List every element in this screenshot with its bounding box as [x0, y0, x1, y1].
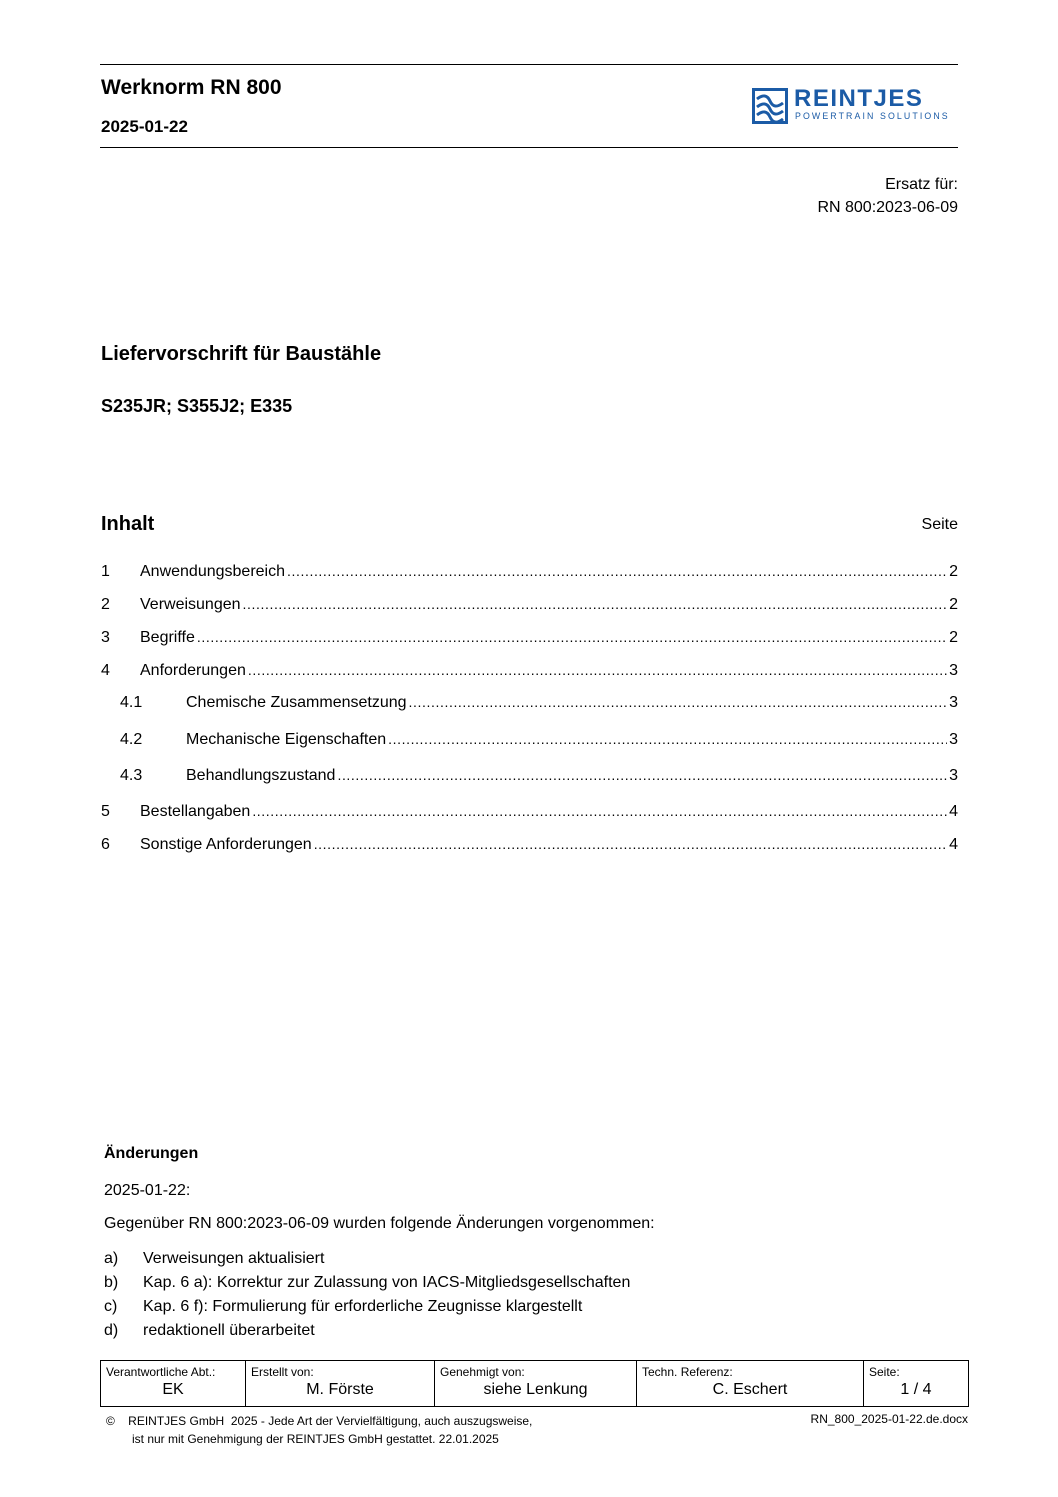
- footer-cell-author: [246, 1361, 435, 1407]
- toc-entry-number: 1: [101, 563, 110, 580]
- footer-cell-page: [864, 1361, 969, 1407]
- toc-entry-number: 2: [101, 596, 110, 613]
- toc-entry-line: [140, 629, 958, 647]
- company-logo: [752, 85, 958, 124]
- toc-entry-number: 4.2: [120, 731, 143, 748]
- norm-date: 2025-01-22: [101, 117, 188, 136]
- document-filename: RN_800_2025-01-22.de.docx: [810, 1412, 968, 1426]
- change-item-text: Kap. 6 a): Korrektur zur Zulassung von IACS-Mitgliedsgesellschaften: [143, 1274, 631, 1291]
- toc-entry-label: Behandlungszustand: [186, 767, 336, 784]
- document-title: Liefervorschrift für Baustähle: [101, 343, 382, 365]
- toc-heading: Inhalt: [101, 513, 155, 535]
- toc-entry-line: [140, 563, 958, 581]
- replacement-value: RN 800:2023-06-09: [817, 199, 958, 216]
- toc-entry-page: 3: [949, 767, 958, 784]
- toc-entry-label: Anwendungsbereich: [140, 563, 285, 580]
- toc-leader-dots: [409, 694, 948, 712]
- header-top-rule: [100, 64, 958, 65]
- toc-leader-dots: [388, 731, 947, 749]
- footer-cell-label: Genehmigt von:: [440, 1365, 525, 1379]
- toc-entry-line: [140, 836, 958, 854]
- toc-entry-number: 5: [101, 803, 110, 820]
- norm-title: Werknorm RN 800: [101, 76, 282, 99]
- toc-entry-line: [140, 803, 958, 821]
- toc-entry-number: 3: [101, 629, 110, 646]
- toc-entry-number: 4.3: [120, 767, 143, 784]
- footer-cell-value: C. Eschert: [712, 1381, 788, 1398]
- toc-entry-label: Mechanische Eigenschaften: [186, 731, 387, 748]
- changes-heading: Änderungen: [104, 1145, 199, 1162]
- changes-intro: Gegenüber RN 800:2023-06-09 wurden folgende Änderungen vorgenommen:: [104, 1215, 655, 1232]
- toc-entry-label: Verweisungen: [140, 596, 241, 613]
- toc-entry[interactable]: [101, 596, 958, 618]
- change-item-letter: d): [104, 1322, 119, 1339]
- change-item-text: Kap. 6 f): Formulierung für erforderliche Zeugnisse klargestellt: [143, 1298, 583, 1315]
- footer-cell-label: Seite:: [869, 1365, 900, 1379]
- toc-entry-label: Sonstige Anforderungen: [140, 836, 312, 853]
- toc-entry-line: [186, 731, 958, 749]
- footer-approval-table: [100, 1360, 969, 1407]
- footer-cell-label: Verantwortliche Abt.:: [106, 1365, 216, 1379]
- toc-entry-label: Begriffe: [140, 629, 195, 646]
- toc-entry-line: [140, 662, 958, 680]
- toc-entry-number: 6: [101, 836, 110, 853]
- toc-leader-dots: [248, 662, 947, 680]
- toc-entry-page: 2: [949, 563, 958, 580]
- footer-cell-value: EK: [162, 1381, 184, 1398]
- toc-entry[interactable]: [101, 694, 958, 716]
- replacement-label: Ersatz für:: [885, 176, 958, 193]
- toc-leader-dots: [252, 803, 947, 821]
- footer-cell-approved: [435, 1361, 637, 1407]
- toc-entry-page: 3: [949, 662, 958, 679]
- toc-entry[interactable]: [101, 563, 958, 585]
- change-item-letter: c): [104, 1298, 118, 1315]
- toc-entry[interactable]: [101, 836, 958, 858]
- toc-entry[interactable]: [101, 767, 958, 789]
- toc-entry[interactable]: [101, 731, 958, 753]
- toc-entry-number: 4.1: [120, 694, 143, 711]
- toc-entry-label: Bestellangaben: [140, 803, 251, 820]
- document-subtitle: S235JR; S355J2; E335: [101, 396, 293, 416]
- logo-tagline: POWERTRAIN SOLUTIONS: [795, 111, 950, 121]
- toc-page-column-label: Seite: [921, 516, 958, 533]
- changes-date: 2025-01-22:: [104, 1182, 191, 1199]
- toc-entry-page: 2: [949, 596, 958, 613]
- toc-entry-number: 4: [101, 662, 110, 679]
- footer-cell-value: M. Förste: [306, 1381, 374, 1398]
- toc-leader-dots: [197, 629, 947, 647]
- toc-entry-line: [186, 767, 958, 785]
- copyright-line-2: ist nur mit Genehmigung der REINTJES GmbH gestattet. 22.01.2025: [132, 1432, 499, 1446]
- toc-leader-dots: [314, 836, 947, 854]
- footer-cell-value: siehe Lenkung: [483, 1381, 588, 1398]
- reintjes-logo-icon: [752, 88, 788, 124]
- toc-entry-page: 2: [949, 629, 958, 646]
- change-item-letter: a): [104, 1250, 119, 1267]
- toc-entry-page: 3: [949, 694, 958, 711]
- toc-entry-label: Anforderungen: [140, 662, 246, 679]
- toc-leader-dots: [337, 767, 947, 785]
- toc-entry-label: Chemische Zusammensetzung: [186, 694, 407, 711]
- toc-entry-page: 3: [949, 731, 958, 748]
- header-bottom-rule: [100, 147, 958, 148]
- toc-entry[interactable]: [101, 629, 958, 651]
- toc-entry[interactable]: [101, 662, 958, 684]
- footer-cell-value: 1 / 4: [900, 1381, 932, 1398]
- change-item-text: redaktionell überarbeitet: [143, 1322, 315, 1339]
- copyright-notice: [106, 1412, 532, 1448]
- toc-entry[interactable]: [101, 803, 958, 825]
- toc-entry-page: 4: [949, 803, 958, 820]
- toc-leader-dots: [243, 596, 948, 614]
- toc-entry-line: [186, 694, 958, 712]
- footer-cell-label: Erstellt von:: [251, 1365, 314, 1379]
- footer-cell-department: [101, 1361, 246, 1407]
- toc-entry-page: 4: [949, 836, 958, 853]
- copyright-line-1: © REINTJES GmbH 2025 - Jede Art der Vervielfältigung, auch auszugsweise,: [106, 1414, 533, 1428]
- change-item-text: Verweisungen aktualisiert: [143, 1250, 325, 1267]
- footer-cell-tech-reference: [637, 1361, 864, 1407]
- footer-cell-label: Techn. Referenz:: [642, 1365, 733, 1379]
- toc-entry-line: [140, 596, 958, 614]
- toc-leader-dots: [287, 563, 947, 581]
- logo-wordmark: REINTJES: [794, 85, 924, 112]
- change-item-letter: b): [104, 1274, 119, 1291]
